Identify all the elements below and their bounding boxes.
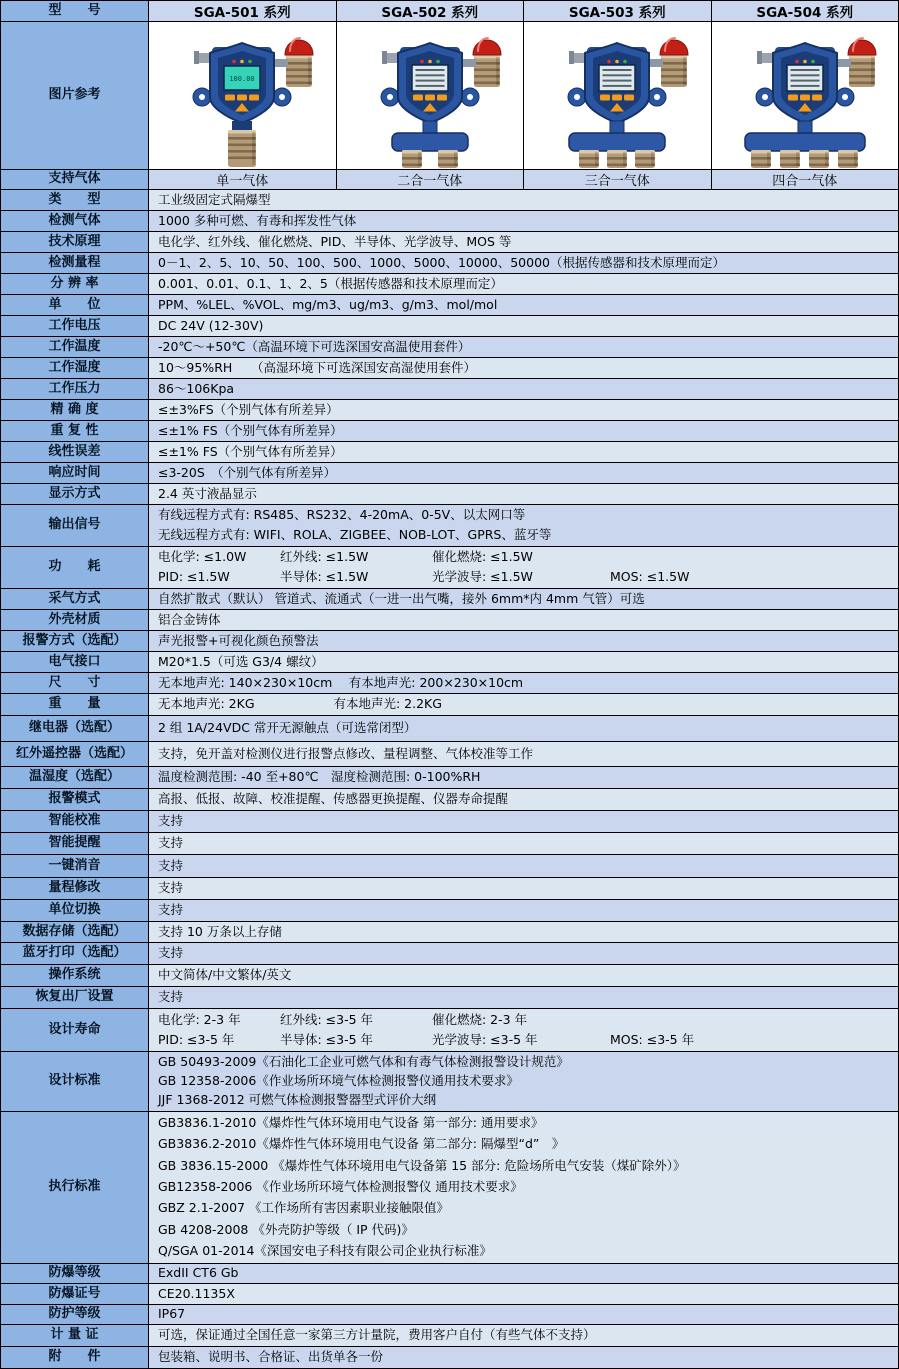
product-image-sga-504 [715,23,895,169]
spec-row-31 [1,900,898,922]
row-value [149,295,898,315]
row-label: 分 辨 率 [1,274,149,294]
supported-gas-cell-1 [149,170,337,189]
row-value [149,211,898,231]
value-segment: PID: ≤3-5 年 [158,1031,235,1047]
row-label: 工作温度 [1,337,149,357]
row-value [149,673,898,693]
spec-row-19 [1,631,898,652]
row-label: 外壳材质 [1,610,149,630]
value-line: 86～106Kpa [158,380,235,396]
row-label: 继电器（选配） [1,716,149,741]
row-value [149,631,898,651]
row-label: 操作系统 [1,965,149,986]
row-label: 智能提醒 [1,833,149,854]
supported-gas-value: 二合一气体 [397,174,463,189]
value-line: 包装箱、说明书、合格证、出货单各一份 [158,1349,384,1365]
value-line: 高报、低报、故障、校准提醒、传感器更换提醒、仪器寿命提醒 [158,791,509,807]
row-value [149,694,898,715]
product-cell-sga-504 [712,22,899,169]
value-segment: 红外线: ≤1.5W [280,549,369,565]
row-label: 一键消音 [1,855,149,877]
value-line: GB3836.1-2010《爆炸性气体环境用电气设备 第一部分: 通用要求》 [158,1115,544,1131]
spec-row-8 [1,358,898,379]
value-segment: 红外线: ≤3-5 年 [280,1011,374,1027]
value-line [158,549,894,566]
value-line: 2.4 英寸液晶显示 [158,485,257,501]
row-label: 执行标准 [1,1112,149,1263]
value-line: 支持 [158,902,184,918]
value-segment [610,1012,894,1029]
spec-row-4 [1,274,898,295]
value-line: 铝合金铸体 [158,611,221,627]
row-label: 报警方式（选配） [1,631,149,651]
spec-row-18 [1,610,898,631]
row-label: 重 复 性 [1,421,149,441]
value-line: 支持 [158,880,184,896]
model-name: SGA-502 系列 [381,5,479,21]
value-line: 自然扩散式（默认） 管道式、流通式（一进一出气嘴，接外 6mm*内 4mm 气管）可选 [158,590,645,606]
row-label: 检测量程 [1,253,149,273]
row-label: 单位切换 [1,900,149,921]
row-value [149,1284,898,1304]
value-line: ExdII CT6 Gb [158,1265,239,1281]
row-value [149,232,898,252]
spec-row-26 [1,789,898,811]
row-label: 计 量 证 [1,1325,149,1346]
model-cell-2 [337,1,525,21]
spec-row-12 [1,442,898,463]
value-line: GB 4208-2008 《外壳防护等级（ IP 代码)》 [158,1221,414,1237]
model-name: SGA-501 系列 [193,5,291,21]
row-label: 单 位 [1,295,149,315]
spec-row-15 [1,505,898,547]
row-label: 设计标准 [1,1052,149,1111]
value-line: GB12358-2006 《作业场所环境气体检测报警仪 通用技术要求》 [158,1179,523,1195]
row-value [149,400,898,420]
value-line: CE20.1135X [158,1285,235,1301]
value-line: GB 12358-2006《作业场所环境气体检测报警仪通用技术要求》 [158,1073,519,1089]
value-segment: MOS: ≤3-5 年 [610,1031,695,1047]
row-value [149,965,898,986]
value-line: 可选，保证通过全国任意一家第三方计量院，费用客户自付（有些气体不支持） [158,1327,596,1343]
product-cell-sga-503 [524,22,712,169]
row-label: 显示方式 [1,484,149,504]
row-label: 工作电压 [1,316,149,336]
value-segment: 电化学: 2-3 年 [158,1011,241,1027]
value-line: 支持，免开盖对检测仪进行报警点修改、量程调整、气体校准等工作 [158,745,534,761]
spec-row-35 [1,987,898,1009]
row-value [149,1009,898,1051]
value-line: DC 24V (12-30V) [158,317,264,333]
value-line: 无本地声光: 140×230×10cm 有本地声光: 200×230×10cm [158,674,524,690]
value-line: GB 50493-2009《石油化工企业可燃气体和有毒气体检测报警设计规范》 [158,1054,569,1070]
spec-row-17 [1,589,898,610]
spec-row-34 [1,965,898,987]
value-line: ≤±1% FS（个别气体有所差异） [158,422,343,438]
row-value [149,1305,898,1324]
value-line: -20℃～+50℃（高温环境下可选深国安高温使用套件） [158,338,471,354]
value-line: GB3836.2-2010《爆炸性气体环境用电气设备 第二部分: 隔爆型“d” 》 [158,1136,565,1152]
spec-row-25 [1,767,898,789]
row-label: 设计寿命 [1,1009,149,1051]
row-value [149,190,898,210]
value-segment [610,549,894,566]
model-cell-3 [524,1,712,21]
spec-row-42 [1,1325,898,1347]
value-line: GB 3836.15-2000 《爆炸性气体环境用电气设备第 15 部分: 危险场所电气安装（煤矿除外）》 [158,1157,686,1173]
spec-row-33 [1,943,898,965]
spec-row-20 [1,652,898,673]
spec-row-0 [1,190,898,211]
value-line: ≤±3%FS（个别气体有所差异） [158,401,339,417]
row-value [149,900,898,921]
image-row-label: 图片参考 [1,22,149,169]
row-label: 量程修改 [1,878,149,899]
value-line: 有线远程方式有: RS485、RS232、4-20mA、0-5V、以太网口等 [158,507,526,523]
row-label: 尺 寸 [1,673,149,693]
row-value [149,316,898,336]
value-line: Q/SGA 01-2014《深国安电子科技有限公司企业执行标准》 [158,1242,492,1258]
spec-row-28 [1,833,898,855]
spec-row-10 [1,400,898,421]
row-label: 检测气体 [1,211,149,231]
spec-row-5 [1,295,898,316]
model-name: SGA-504 系列 [756,5,854,21]
product-image-sga-502 [340,23,520,169]
value-line: 电化学、红外线、催化燃烧、PID、半导体、光学波导、MOS 等 [158,233,512,249]
row-value [149,716,898,741]
value-line: IP67 [158,1306,186,1322]
product-image-sga-501 [152,23,332,169]
value-line: 支持 [158,835,184,851]
image-row [1,22,898,170]
value-segment: 催化燃烧: ≤1.5W [432,549,533,565]
spec-row-14 [1,484,898,505]
spec-row-40 [1,1284,898,1305]
spec-row-21 [1,673,898,694]
value-line: 无本地声光: 2KG 有本地声光: 2.2KG [158,696,442,712]
spec-row-23 [1,716,898,742]
row-label: 采气方式 [1,589,149,609]
row-value [149,1052,898,1111]
value-line: PPM、%LEL、%VOL、mg/m3、ug/m3、g/m3、mol/mol [158,296,498,312]
row-value [149,274,898,294]
row-value [149,987,898,1008]
svg-text:100.00: 100.00 [229,74,255,83]
row-value [149,811,898,832]
value-line: 2 组 1A/24VDC 常开无源触点（可选常闭型） [158,720,417,736]
row-value [149,547,898,588]
supported-gas-label: 支持气体 [1,170,149,189]
row-label: 智能校准 [1,811,149,832]
value-line: M20*1.5（可选 G3/4 螺纹） [158,653,324,669]
row-label: 输出信号 [1,505,149,546]
row-value [149,767,898,788]
model-cell-4 [712,1,899,21]
row-value [149,1112,898,1263]
spec-row-38 [1,1112,898,1264]
row-value [149,505,898,546]
value-line: ≤3-20S （个别气体有所差异） [158,464,337,480]
row-label: 线性误差 [1,442,149,462]
value-segment: 光学波导: ≤3-5 年 [432,1031,538,1047]
product-cell-sga-501 [149,22,337,169]
row-value [149,442,898,462]
spec-row-13 [1,463,898,484]
supported-gas-value: 四合一气体 [772,174,838,189]
row-value [149,610,898,630]
value-line: 0－1、2、5、10、50、100、500、1000、5000、10000、50000（根据传感器和技术原理而定） [158,254,725,270]
value-line: 支持 [158,813,184,829]
spec-row-7 [1,337,898,358]
row-label: 附 件 [1,1347,149,1368]
row-label: 防爆等级 [1,1264,149,1283]
supported-gas-value: 单一气体 [216,174,269,189]
spec-row-37 [1,1052,898,1112]
spec-row-43 [1,1347,898,1368]
value-segment: 催化燃烧: 2-3 年 [432,1011,528,1027]
spec-row-11 [1,421,898,442]
value-line: GBZ 2.1-2007 《工作场所有害因素职业接触限值》 [158,1200,449,1216]
value-line [158,569,894,586]
supported-gas-row [1,170,898,190]
row-label: 防护等级 [1,1305,149,1324]
model-cell-1 [149,1,337,21]
value-segment: MOS: ≤1.5W [610,568,690,584]
row-label: 恢复出厂设置 [1,987,149,1008]
row-label: 数据存储（选配） [1,922,149,942]
row-label: 电气接口 [1,652,149,672]
spec-row-16 [1,547,898,589]
value-segment: PID: ≤1.5W [158,568,230,584]
spec-row-3 [1,253,898,274]
row-label: 工作湿度 [1,358,149,378]
row-label: 红外遥控器（选配） [1,742,149,766]
spec-row-1 [1,211,898,232]
spec-row-39 [1,1264,898,1284]
row-label: 精 确 度 [1,400,149,420]
value-segment: 电化学: ≤1.0W [158,549,247,565]
spec-row-29 [1,855,898,878]
spec-row-30 [1,878,898,900]
row-label: 功 耗 [1,547,149,588]
row-value [149,878,898,899]
row-value [149,789,898,810]
row-label: 报警模式 [1,789,149,810]
row-value [149,1325,898,1346]
value-line: 支持 [158,989,184,1005]
row-label: 响应时间 [1,463,149,483]
row-label: 蓝牙打印（选配） [1,943,149,964]
row-label: 重 量 [1,694,149,715]
value-line: 1000 多种可燃、有毒和挥发性气体 [158,212,357,228]
spec-row-24 [1,742,898,767]
value-line [158,1012,894,1029]
value-line: 无线远程方式有: WIFI、ROLA、ZIGBEE、NOB-LOT、GPRS、蓝牙等 [158,526,552,542]
row-label: 工作压力 [1,379,149,399]
value-line: 0.001、0.01、0.1、1、2、5（根据传感器和技术原理而定） [158,275,503,291]
value-line: 支持 [158,945,184,961]
spec-row-22 [1,694,898,716]
value-line: 中文简体/中文繁体/英文 [158,967,292,983]
value-segment: 光学波导: ≤1.5W [432,568,533,584]
row-value [149,922,898,942]
row-value [149,833,898,854]
product-image-sga-503 [527,23,707,169]
row-label: 防爆证号 [1,1284,149,1304]
spec-row-6 [1,316,898,337]
value-line: 工业级固定式隔爆型 [158,191,271,207]
value-line: 声光报警+可视化颜色预警法 [158,632,319,648]
product-cell-sga-502 [337,22,525,169]
row-value [149,358,898,378]
row-label: 类 型 [1,190,149,210]
value-line [158,1032,894,1049]
value-line: 支持 10 万条以上存储 [158,923,282,939]
row-value [149,484,898,504]
row-value [149,943,898,964]
row-value [149,253,898,273]
model-name: SGA-503 系列 [568,5,666,21]
value-segment: 半导体: ≤3-5 年 [280,1031,374,1047]
value-line: 温度检测范围: -40 至+80℃ 湿度检测范围: 0-100%RH [158,769,481,785]
supported-gas-cell-2 [337,170,525,189]
row-value [149,421,898,441]
value-line: ≤±1% FS（个别气体有所差异） [158,443,343,459]
row-value [149,1347,898,1368]
supported-gas-cell-3 [524,170,712,189]
row-value [149,742,898,766]
row-value [149,463,898,483]
value-line: 支持 [158,857,184,873]
value-line: JJF 1368-2012 可燃气体检测报警器型式评价大纲 [158,1092,437,1108]
spec-row-41 [1,1305,898,1325]
row-value [149,589,898,609]
spec-row-2 [1,232,898,253]
row-label: 技术原理 [1,232,149,252]
value-line: 10～95%RH （高湿环境下可选深国安高湿使用套件） [158,359,477,375]
supported-gas-cell-4 [712,170,899,189]
spec-row-9 [1,379,898,400]
supported-gas-value: 三合一气体 [584,174,650,189]
row-value [149,652,898,672]
value-segment: 半导体: ≤1.5W [280,568,369,584]
row-value [149,855,898,877]
row-label: 温湿度（选配） [1,767,149,788]
spec-row-36 [1,1009,898,1052]
header-row [1,1,898,22]
spec-row-27 [1,811,898,833]
row-value [149,1264,898,1283]
row-value [149,379,898,399]
spec-row-32 [1,922,898,943]
row-value [149,337,898,357]
model-header-label: 型 号 [1,1,149,21]
